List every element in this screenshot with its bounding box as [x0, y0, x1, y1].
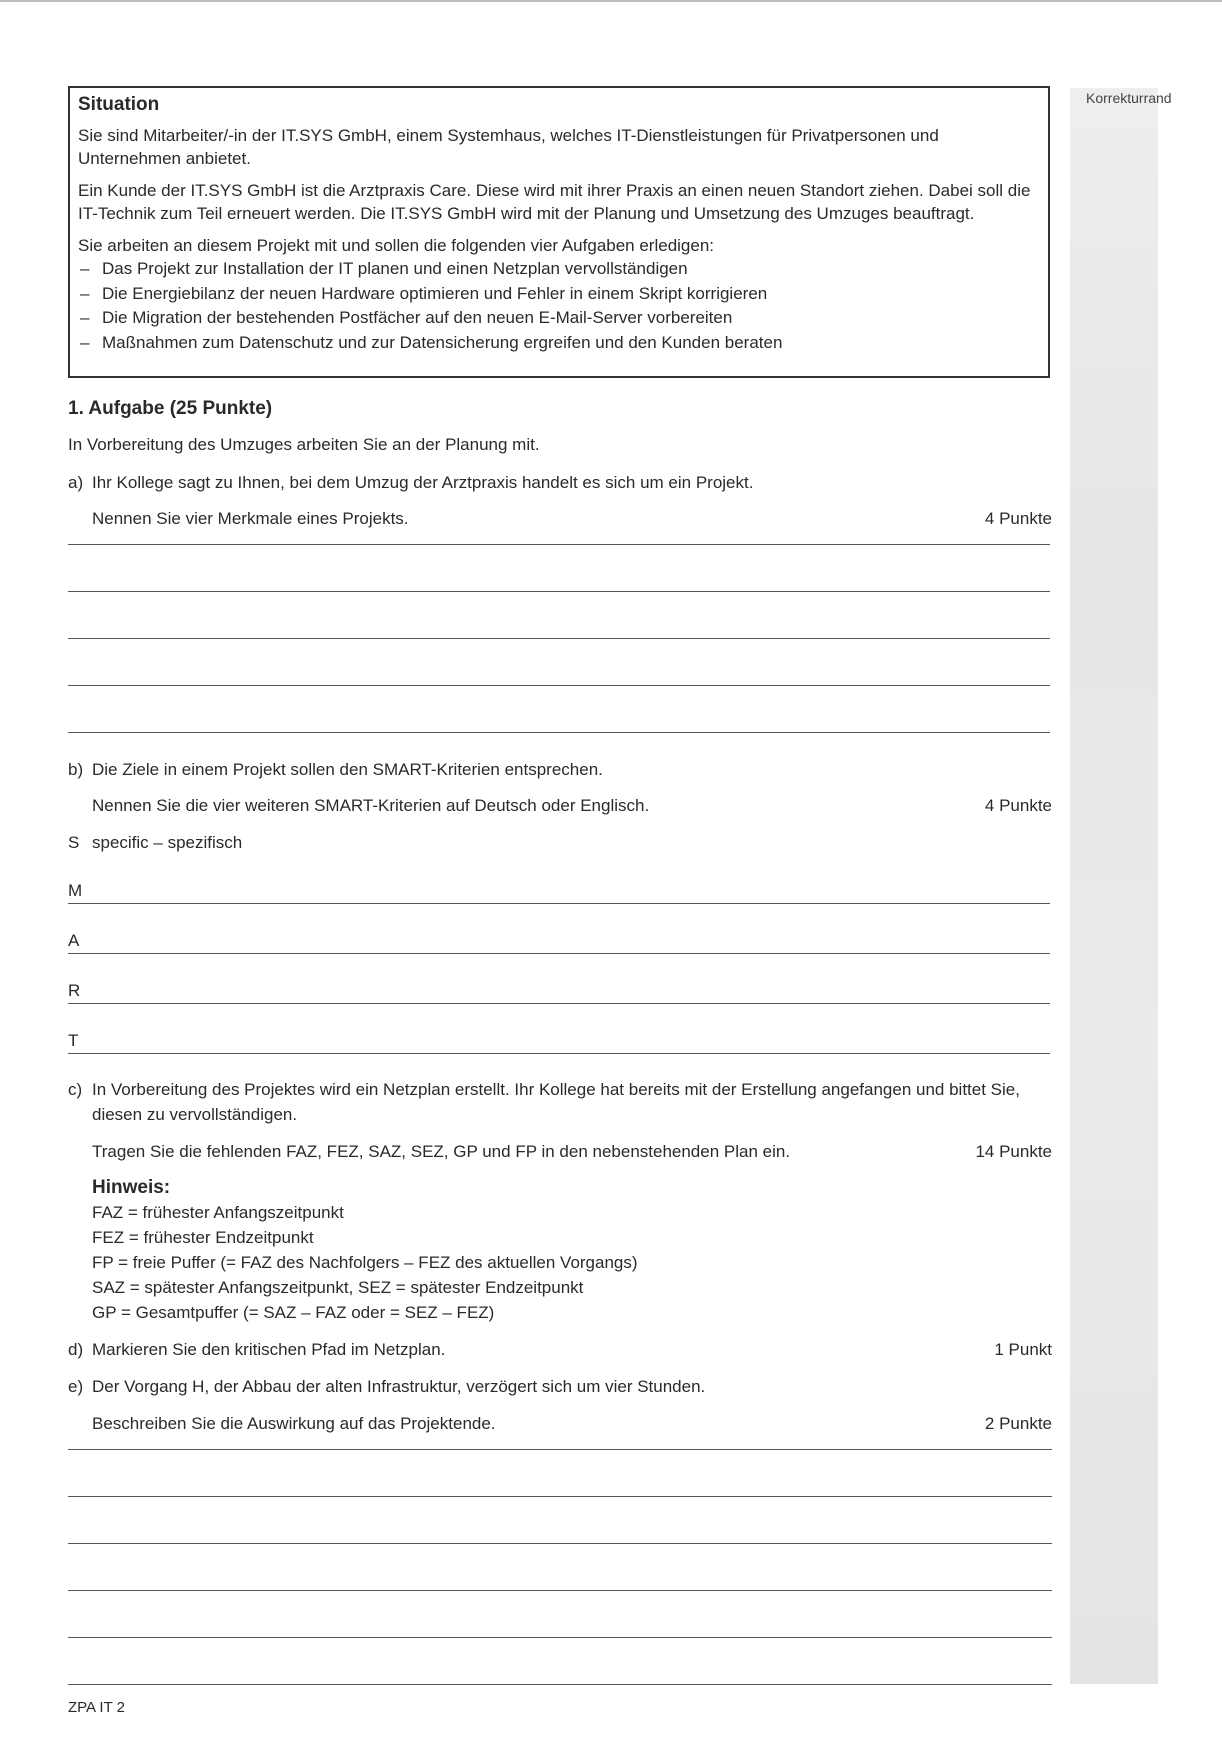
answer-line-smart-t[interactable] [68, 1053, 1050, 1054]
situation-paragraph-1: Sie sind Mitarbeiter/-in der IT.SYS GmbH, einem Systemhaus, welches IT-Dienstleistungen für Privatpersonen und Unternehmen anbietet. [78, 126, 939, 168]
list-item: – Das Projekt zur Installation der IT planen und einen Netzplan vervollständigen [78, 257, 1040, 282]
answer-line-e-2[interactable] [68, 1496, 1052, 1497]
answer-line-e-1[interactable] [68, 1449, 1052, 1450]
subtask-e-points: 2 Punkte [984, 1414, 1052, 1433]
subtask-b-question: Nennen Sie die vier weiteren SMART-Kriterien auf Deutsch oder Englisch. [92, 796, 650, 815]
subtask-b-label: b) [68, 760, 84, 779]
subtask-a-label: a) [68, 473, 84, 492]
subtask-b-points: 4 Punkte [984, 796, 1052, 815]
smart-letter-m: M [68, 881, 83, 900]
situation-title: Situation [78, 94, 160, 115]
smart-letter-r: R [68, 981, 81, 1000]
task-1-heading: 1. Aufgabe (25 Punkte) [68, 398, 273, 419]
subtask-d-text: Markieren Sie den kritischen Pfad im Netzplan. [92, 1340, 446, 1359]
subtask-d-label: d) [68, 1340, 84, 1359]
hint-row: FAZ = frühester Anfangszeitpunkt [92, 1203, 344, 1222]
correction-margin [1070, 88, 1158, 1684]
smart-letter-s: S [68, 833, 80, 852]
smart-example-s: specific – spezifisch [92, 833, 243, 852]
hint-row: FP = freie Puffer (= FAZ des Nachfolgers – FEZ des aktuellen Vorgangs) [92, 1253, 638, 1272]
subtask-a-points: 4 Punkte [984, 509, 1052, 528]
situation-paragraph-2: Ein Kunde der IT.SYS GmbH ist die Arztpraxis Care. Diese wird mit ihrer Praxis an einen neuen Standort ziehen. Dabei soll die IT-Technik zum Teil erneuert werden. Die IT.SYS GmbH wird mit der Planung und Umsetzung des Umzuges beauftragt. [78, 181, 1031, 223]
hint-row: FEZ = frühester Endzeitpunkt [92, 1228, 314, 1247]
answer-line-smart-r[interactable] [68, 1003, 1050, 1004]
subtask-c-question: Tragen Sie die fehlenden FAZ, FEZ, SAZ, SEZ, GP und FP in den nebenstehenden Plan ein. [92, 1142, 791, 1161]
subtask-a-text: Ihr Kollege sagt zu Ihnen, bei dem Umzug der Arztpraxis handelt es sich um ein Projekt. [92, 473, 754, 492]
hint-row: SAZ = spätester Anfangszeitpunkt, SEZ = spätester Endzeitpunkt [92, 1278, 584, 1297]
subtask-e-question: Beschreiben Sie die Auswirkung auf das Projektende. [92, 1414, 496, 1433]
answer-line-a-3[interactable] [68, 638, 1050, 639]
list-item: – Die Energiebilanz der neuen Hardware optimieren und Fehler in einem Skript korrigieren [78, 282, 1040, 307]
answer-line-e-3[interactable] [68, 1543, 1052, 1544]
subtask-c-text-1: In Vorbereitung des Projektes wird ein Netzplan erstellt. Ihr Kollege hat bereits mit der Erstellung angefangen und bittet Sie, [92, 1080, 1020, 1099]
situation-paragraph-3: Sie arbeiten an diesem Projekt mit und sollen die folgenden vier Aufgaben erledigen: [78, 236, 715, 255]
hint-title: Hinweis: [92, 1177, 171, 1198]
situation-box [68, 86, 1050, 378]
hint-row: GP = Gesamtpuffer (= SAZ – FAZ oder = SEZ – FEZ) [92, 1303, 495, 1322]
subtask-d-points: 1 Punkt [994, 1340, 1052, 1359]
subtask-e-text: Der Vorgang H, der Abbau der alten Infrastruktur, verzögert sich um vier Stunden. [92, 1377, 706, 1396]
subtask-c-text-2: diesen zu vervollständigen. [92, 1105, 298, 1124]
answer-line-e-4[interactable] [68, 1590, 1052, 1591]
correction-margin-label: Korrekturrand [1086, 90, 1172, 106]
subtask-a-question: Nennen Sie vier Merkmale eines Projekts. [92, 509, 409, 528]
answer-line-smart-m[interactable] [68, 903, 1050, 904]
task-1-intro: In Vorbereitung des Umzuges arbeiten Sie an der Planung mit. [68, 435, 540, 454]
answer-line-a-4[interactable] [68, 685, 1050, 686]
answer-line-a-1[interactable] [68, 544, 1050, 545]
subtask-c-label: c) [68, 1080, 83, 1099]
subtask-b-text: Die Ziele in einem Projekt sollen den SMART-Kriterien entsprechen. [92, 760, 603, 779]
scan-top-edge [0, 0, 1222, 2]
answer-line-e-5[interactable] [68, 1637, 1052, 1638]
subtask-e-label: e) [68, 1377, 84, 1396]
list-item: – Maßnahmen zum Datenschutz und zur Datensicherung ergreifen und den Kunden beraten [78, 331, 1040, 356]
page-footer: ZPA IT 2 [68, 1699, 125, 1716]
subtask-c-points: 14 Punkte [975, 1142, 1052, 1161]
smart-letter-a: A [68, 931, 80, 950]
situation-task-list [78, 257, 1040, 355]
answer-line-a-5[interactable] [68, 732, 1050, 733]
answer-line-smart-a[interactable] [68, 953, 1050, 954]
answer-line-e-6[interactable] [68, 1684, 1052, 1685]
smart-letter-t: T [68, 1031, 79, 1050]
answer-line-a-2[interactable] [68, 591, 1050, 592]
list-item: – Die Migration der bestehenden Postfächer auf den neuen E-Mail-Server vorbereiten [78, 306, 1040, 331]
